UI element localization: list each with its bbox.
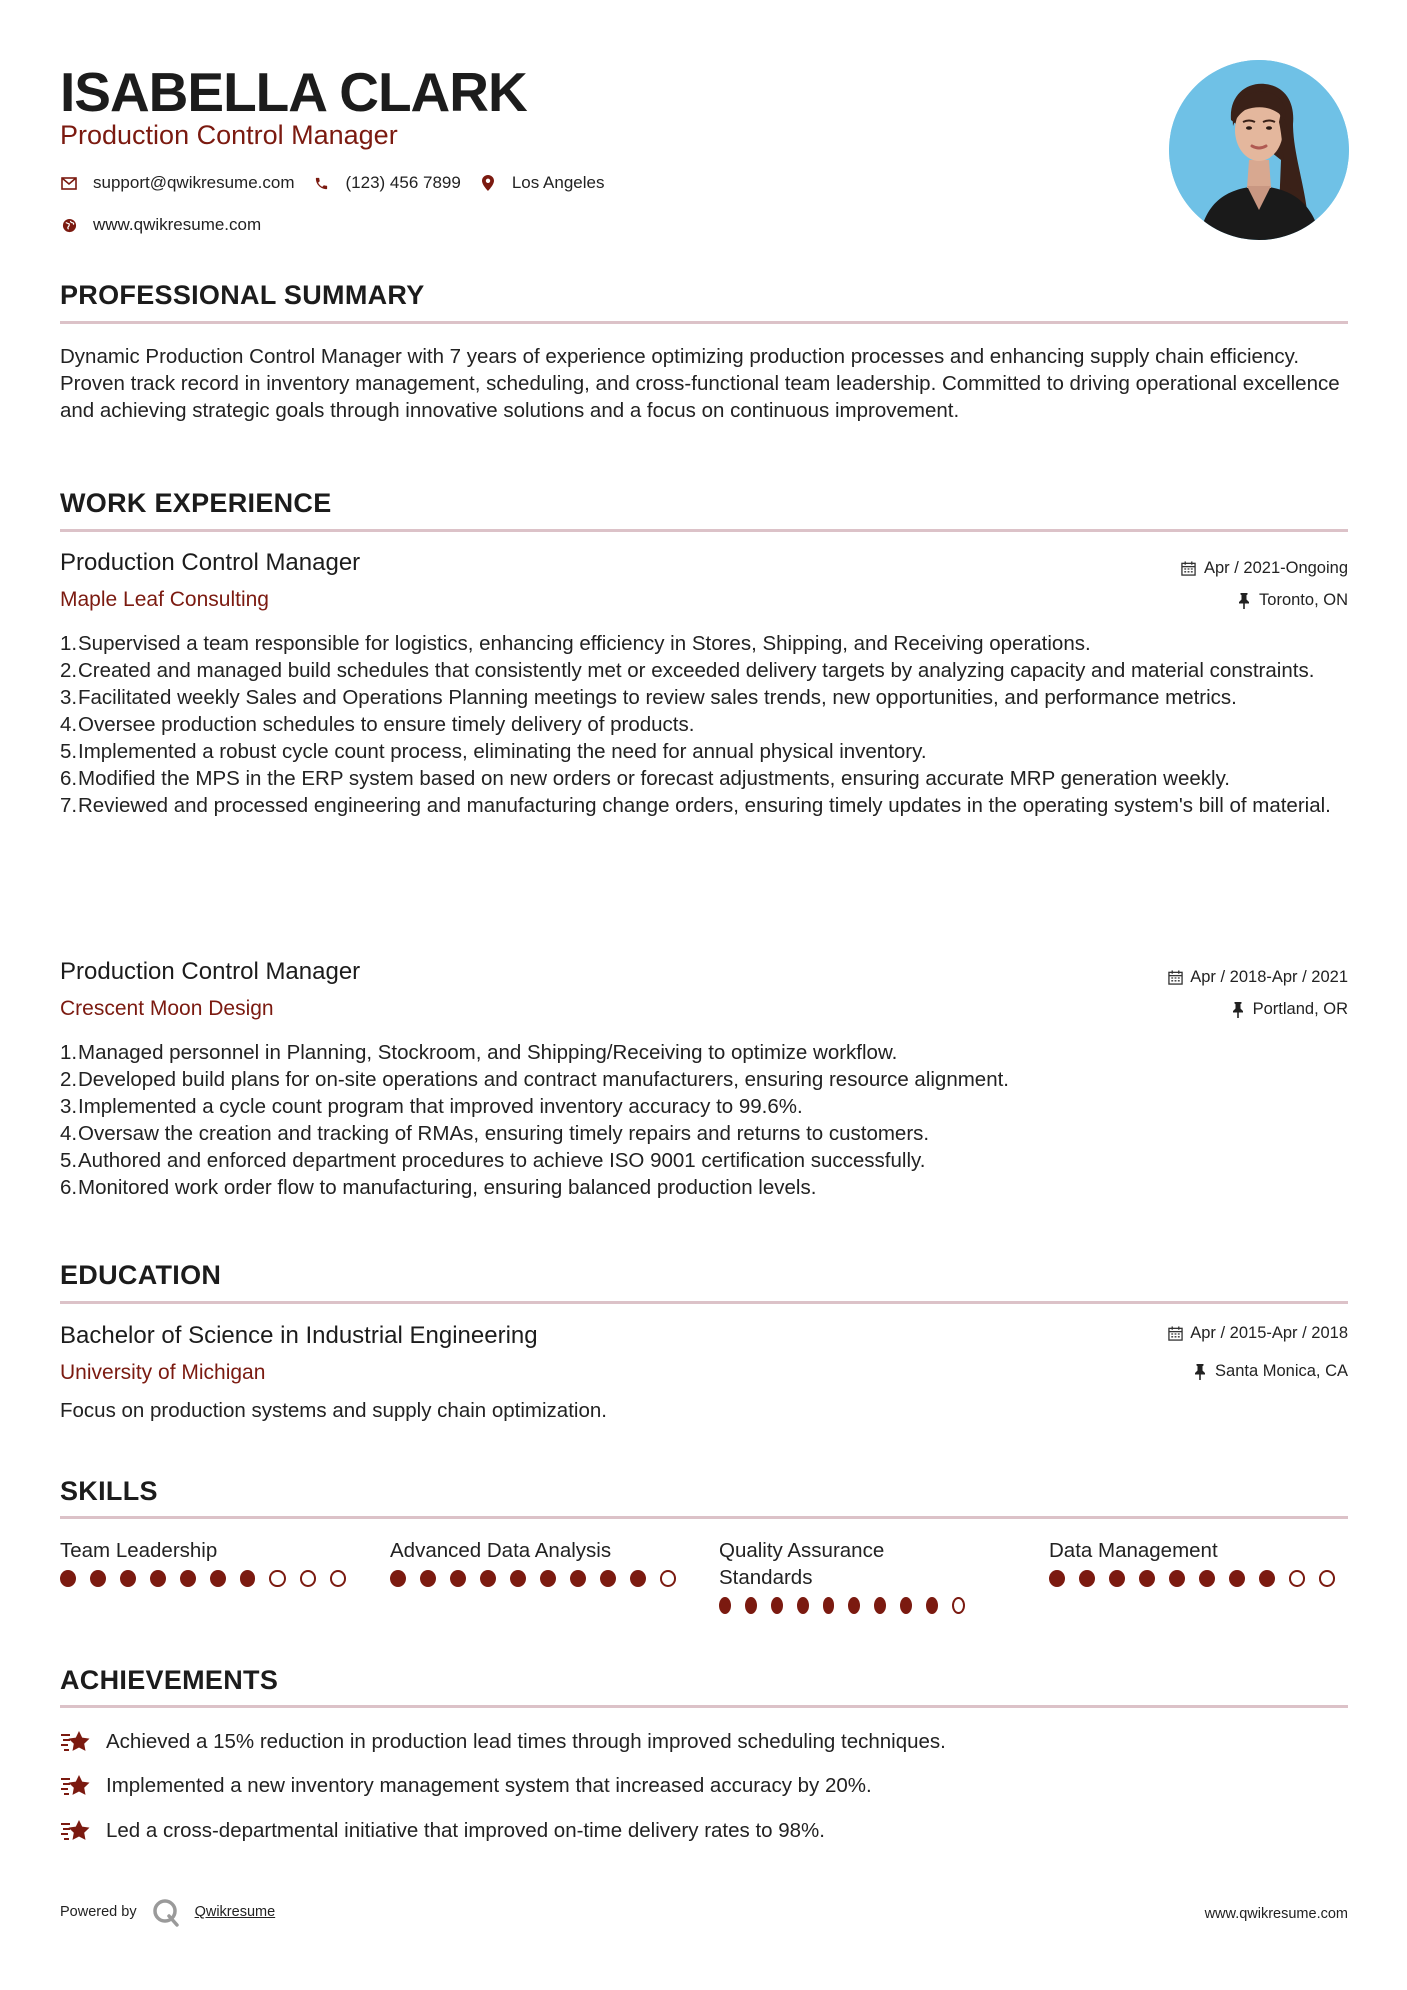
skill-dot-filled xyxy=(1139,1570,1155,1587)
education-degree: Bachelor of Science in Industrial Engineering xyxy=(60,1322,538,1349)
skill-name: Data Management xyxy=(1049,1539,1218,1562)
list-item: 5. Authored and enforced department procedures to achieve ISO 9001 certification successfully. xyxy=(60,1149,926,1172)
star-award-icon xyxy=(60,1728,92,1756)
skill-dot-filled xyxy=(630,1570,646,1587)
star-award-icon xyxy=(60,1772,92,1800)
contact-website[interactable] xyxy=(60,215,261,235)
skill-dot-empty xyxy=(952,1597,965,1614)
skill-name: Advanced Data Analysis xyxy=(390,1539,612,1562)
list-item: 3. Facilitated weekly Sales and Operations Planning meetings to review sales trends, new opportunities, and performance metrics. xyxy=(60,686,1237,709)
section-divider xyxy=(60,1516,1348,1519)
skill-dot-filled xyxy=(1079,1570,1095,1587)
website-text: www.qwikresume.com xyxy=(93,215,262,234)
experience-heading: WORK EXPERIENCE xyxy=(60,488,332,518)
candidate-name: ISABELLA CLARK xyxy=(60,61,527,123)
job-2-company: Crescent Moon Design xyxy=(60,997,274,1020)
education-location-text: Santa Monica, CA xyxy=(1215,1362,1348,1380)
skill-dot-filled xyxy=(570,1570,586,1587)
footer-powered-by xyxy=(60,1897,275,1927)
job-2-dates-text: Apr / 2018-Apr / 2021 xyxy=(1190,968,1348,986)
skill-dot-empty xyxy=(269,1570,285,1587)
calendar-icon xyxy=(1167,970,1183,986)
skill-dot-filled xyxy=(540,1570,556,1587)
achievements-heading: ACHIEVEMENTS xyxy=(60,1665,279,1695)
skill-rating xyxy=(719,1597,979,1614)
skills-heading: SKILLS xyxy=(60,1476,158,1506)
skill-dot-filled xyxy=(480,1570,496,1587)
skill-dot-filled xyxy=(1259,1570,1275,1587)
job-2-dates xyxy=(1167,968,1348,987)
achievement-text: Led a cross-departmental initiative that improved on-time delivery rates to 98%. xyxy=(106,1819,825,1842)
avatar xyxy=(1169,60,1349,240)
skill-dot-filled xyxy=(771,1597,783,1614)
skill-dot-filled xyxy=(60,1570,76,1587)
brand-link[interactable]: Qwikresume xyxy=(194,1904,276,1920)
pushpin-icon xyxy=(1230,1002,1246,1018)
skill-dot-filled xyxy=(1049,1570,1065,1587)
list-item: 6. Modified the MPS in the ERP system based on new orders or forecast adjustments, ensuring accurate MRP generation weekly. xyxy=(60,767,1230,790)
achievement-item xyxy=(60,1772,872,1800)
skill-dot-filled xyxy=(926,1597,938,1614)
job-1-bullets xyxy=(60,630,1348,819)
powered-by-label: Powered by xyxy=(60,1904,137,1920)
skill-name: Quality Assurance Standards xyxy=(719,1539,885,1589)
section-divider xyxy=(60,529,1348,532)
map-pin-icon xyxy=(479,174,497,192)
education-dates xyxy=(1167,1324,1348,1343)
contact-row-secondary xyxy=(60,215,279,235)
skill-dot-filled xyxy=(900,1597,912,1614)
skill-dot-filled xyxy=(90,1570,106,1587)
skill-dot-filled xyxy=(1229,1570,1245,1587)
job-1-company: Maple Leaf Consulting xyxy=(60,588,269,611)
skill-dot-filled xyxy=(719,1597,731,1614)
globe-icon xyxy=(60,216,78,234)
education-location xyxy=(1192,1362,1348,1381)
skill-dot-filled xyxy=(600,1570,616,1587)
skill-dot-filled xyxy=(797,1597,809,1614)
skill-rating xyxy=(1049,1570,1349,1587)
skill-dot-empty xyxy=(1289,1570,1305,1587)
skill-dot-filled xyxy=(510,1570,526,1587)
phone-text: (123) 456 7899 xyxy=(345,173,461,192)
pushpin-icon xyxy=(1192,1364,1208,1380)
job-1-location xyxy=(1236,591,1348,610)
star-award-icon xyxy=(60,1817,92,1845)
calendar-icon xyxy=(1181,561,1197,577)
skill-item xyxy=(1049,1537,1349,1587)
skill-dot-filled xyxy=(1109,1570,1125,1587)
skill-dot-filled xyxy=(450,1570,466,1587)
job-1-location-text: Toronto, ON xyxy=(1259,591,1348,609)
list-item: 1. Managed personnel in Planning, Stockroom, and Shipping/Receiving to optimize workflow. xyxy=(60,1041,898,1064)
section-divider xyxy=(60,1705,1348,1708)
section-divider xyxy=(60,321,1348,324)
contact-location xyxy=(479,173,605,193)
skill-dot-filled xyxy=(1199,1570,1215,1587)
skill-name: Team Leadership xyxy=(60,1539,218,1562)
job-2-title: Production Control Manager xyxy=(60,958,361,985)
contact-row-primary xyxy=(60,173,622,193)
skill-dot-filled xyxy=(120,1570,136,1587)
list-item: 6. Monitored work order flow to manufacturing, ensuring balanced production levels. xyxy=(60,1176,817,1199)
job-2-bullets xyxy=(60,1039,1348,1201)
list-item: 1. Supervised a team responsible for logistics, enhancing efficiency in Stores, Shipping, and Receiving operations. xyxy=(60,632,1091,655)
section-divider xyxy=(60,1301,1348,1304)
list-item: 2. Created and managed build schedules that consistently met or exceeded delivery targets by analyzing capacity and material constraints. xyxy=(60,659,1315,682)
achievement-item xyxy=(60,1817,825,1845)
skill-dot-filled xyxy=(420,1570,436,1587)
job-2-location xyxy=(1230,1000,1348,1019)
skill-dot-filled xyxy=(1169,1570,1185,1587)
email-text: support@qwikresume.com xyxy=(93,173,295,192)
skill-dot-filled xyxy=(210,1570,226,1587)
skill-dot-filled xyxy=(240,1570,256,1587)
list-item: 4. Oversee production schedules to ensure timely delivery of products. xyxy=(60,713,695,736)
achievement-item xyxy=(60,1728,946,1756)
skill-item xyxy=(60,1537,360,1587)
list-item: 4. Oversaw the creation and tracking of RMAs, ensuring timely repairs and returns to customers. xyxy=(60,1122,930,1145)
calendar-icon xyxy=(1167,1326,1183,1342)
skill-dot-filled xyxy=(848,1597,860,1614)
job-1-title: Production Control Manager xyxy=(60,549,361,576)
envelope-icon xyxy=(60,174,78,192)
contact-phone[interactable] xyxy=(313,173,461,193)
pushpin-icon xyxy=(1236,593,1252,609)
footer-website[interactable]: www.qwikresume.com xyxy=(1204,1906,1348,1922)
skill-item xyxy=(390,1537,690,1587)
achievement-text: Implemented a new inventory management system that increased accuracy by 20%. xyxy=(106,1774,872,1797)
skill-dot-filled xyxy=(150,1570,166,1587)
skill-dot-empty xyxy=(330,1570,346,1587)
summary-heading: PROFESSIONAL SUMMARY xyxy=(60,280,425,310)
skill-dot-empty xyxy=(660,1570,676,1587)
achievement-text: Achieved a 15% reduction in production lead times through improved scheduling techniques. xyxy=(106,1730,946,1753)
skill-dot-empty xyxy=(1319,1570,1335,1587)
candidate-title: Production Control Manager xyxy=(60,120,398,150)
contact-email[interactable] xyxy=(60,173,295,193)
job-1-dates-text: Apr / 2021-Ongoing xyxy=(1203,559,1348,577)
education-heading: EDUCATION xyxy=(60,1260,222,1290)
job-1-dates xyxy=(1181,559,1348,578)
skill-dot-filled xyxy=(823,1597,835,1614)
skill-dot-filled xyxy=(874,1597,886,1614)
skill-rating xyxy=(60,1570,360,1587)
summary-text: Dynamic Production Control Manager with 7 years of experience optimizing production processes and enhancing supply chain efficiency. Proven track record in inventory management, scheduling, and cross-functional team leadership. Committed to driving operational excellence and achieving strategic goals through innovative solutions and a focus on continuous improvement. xyxy=(60,345,1340,422)
list-item: 2. Developed build plans for on-site operations and contract manufacturers, ensuring resource alignment. xyxy=(60,1068,1009,1091)
education-school: University of Michigan xyxy=(60,1361,266,1384)
skill-rating xyxy=(390,1570,690,1587)
location-text: Los Angeles xyxy=(511,173,605,192)
education-description: Focus on production systems and supply chain optimization. xyxy=(60,1399,607,1422)
skill-dot-empty xyxy=(300,1570,316,1587)
job-2-location-text: Portland, OR xyxy=(1252,1000,1348,1018)
skill-dot-filled xyxy=(745,1597,757,1614)
list-item: 5. Implemented a robust cycle count process, eliminating the need for annual physical inventory. xyxy=(60,740,927,763)
skill-dot-filled xyxy=(390,1570,406,1587)
list-item: 7. Reviewed and processed engineering and manufacturing change orders, ensuring timely updates in the operating system's bill of material. xyxy=(60,794,1331,817)
skill-item xyxy=(719,1537,979,1614)
education-dates-text: Apr / 2015-Apr / 2018 xyxy=(1190,1324,1348,1342)
phone-icon xyxy=(313,174,331,192)
qwikresume-logo-icon xyxy=(151,1897,181,1927)
skill-dot-filled xyxy=(180,1570,196,1587)
list-item: 3. Implemented a cycle count program that improved inventory accuracy to 99.6%. xyxy=(60,1095,803,1118)
